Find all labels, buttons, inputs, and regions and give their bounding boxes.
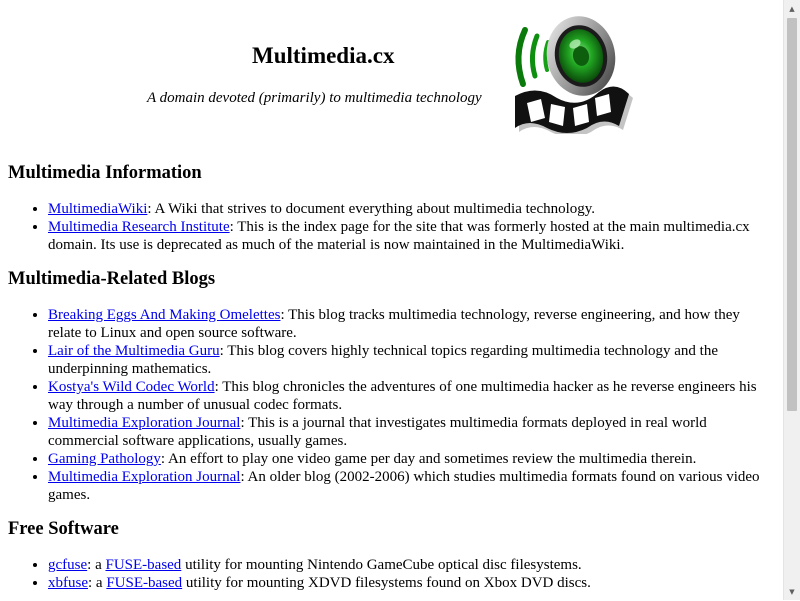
link-breaking-eggs[interactable]: Breaking Eggs And Making Omelettes	[48, 307, 281, 323]
link-multimedia-exploration-journal-old[interactable]: Multimedia Exploration Journal	[48, 469, 241, 485]
link-gcfuse[interactable]: gcfuse	[48, 557, 88, 573]
link-gaming-pathology[interactable]: Gaming Pathology	[48, 451, 161, 467]
main-content	[8, 162, 773, 600]
section-heading-info: Multimedia Information	[8, 163, 202, 183]
site-header	[0, 0, 783, 140]
list-item-description: : This blog chronicles the adventures of one multimedia hacker as he reverse engineers his way through a number of unusual codec formats.	[48, 379, 757, 413]
list-item	[48, 342, 773, 378]
info-list	[8, 200, 773, 254]
scroll-down-arrow-icon[interactable]: ▼	[789, 587, 795, 596]
link-multimedia-exploration-journal[interactable]: Multimedia Exploration Journal	[48, 415, 241, 431]
link-xbfuse[interactable]: xbfuse	[48, 575, 88, 591]
list-item-description: : An older blog (2002-2006) which studies multimedia formats found on various video games.	[48, 469, 760, 503]
list-item	[48, 200, 773, 218]
list-item-description: : This is the index page for the site that was formerly hosted at the main multimedia.cx domain. Its use is deprecated as much of the material is now maintained in the MultimediaWiki.	[48, 219, 750, 253]
scrollbar-thumb[interactable]	[787, 18, 797, 411]
list-item-separator: : a	[87, 557, 106, 573]
speaker-filmstrip-logo-icon	[507, 10, 633, 134]
list-item	[48, 378, 773, 414]
list-item-description: : A Wiki that strives to document everything about multimedia technology.	[147, 201, 596, 217]
list-item	[48, 468, 773, 504]
link-multimedia-research-institute[interactable]: Multimedia Research Institute	[48, 219, 230, 235]
list-item	[48, 414, 773, 450]
link-multimediawiki[interactable]: MultimediaWiki	[48, 201, 148, 217]
list-item-description: : This blog tracks multimedia technology, reverse engineering, and how they relate to Linux and open source software.	[48, 307, 740, 341]
list-item	[48, 306, 773, 342]
link-lair-of-the-multimedia-guru[interactable]: Lair of the Multimedia Guru	[48, 343, 220, 359]
section-heading-software: Free Software	[8, 519, 119, 539]
list-item-separator: : a	[88, 575, 107, 591]
list-item-description: utility for mounting XDVD filesystems found on Xbox DVD discs.	[182, 575, 591, 591]
list-item	[48, 574, 773, 592]
site-tagline: A domain devoted (primarily) to multimedia technology	[147, 90, 482, 106]
vertical-scrollbar[interactable]	[783, 0, 800, 600]
list-item	[48, 556, 773, 574]
site-title: Multimedia.cx	[252, 43, 395, 68]
blogs-list	[8, 306, 773, 504]
link-fuse-based[interactable]: FUSE-based	[105, 557, 182, 573]
list-item-description: : An effort to play one video game per day and sometimes review the multimedia therein.	[160, 451, 697, 467]
section-heading-blogs: Multimedia-Related Blogs	[8, 269, 216, 289]
scroll-up-arrow-icon[interactable]: ▲	[789, 4, 795, 13]
list-item-description: : This blog covers highly technical topics regarding multimedia technology and the underpinning mathematics.	[48, 343, 718, 377]
list-item-description: : This is a journal that investigates multimedia formats deployed in real world commercial software applications, usually games.	[48, 415, 707, 449]
list-item	[48, 218, 773, 254]
link-kostyas-wild-codec-world[interactable]: Kostya's Wild Codec World	[48, 379, 215, 395]
link-fuse-based[interactable]: FUSE-based	[106, 575, 183, 591]
list-item-description: utility for mounting Nintendo GameCube optical disc filesystems.	[181, 557, 582, 573]
software-list	[8, 556, 773, 592]
list-item	[48, 450, 773, 468]
